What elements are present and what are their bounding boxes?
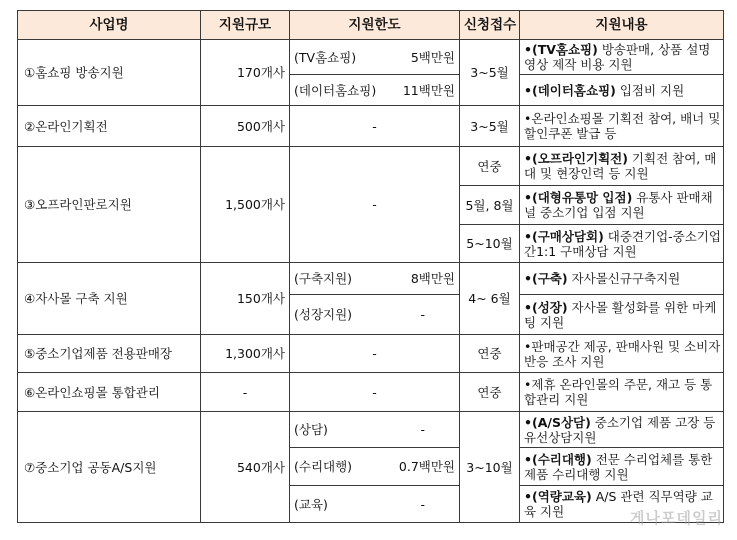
limit-value: 5백만원: [410, 49, 455, 65]
apply-period: 3~5월: [460, 40, 520, 106]
apply-period: 5월, 8월: [460, 186, 520, 225]
content-desc: 입점비 지원: [615, 82, 685, 98]
program-name: ③오프라인판로지원: [18, 147, 201, 263]
support-content: [520, 448, 724, 486]
support-content: •온라인쇼핑몰 기획전 참여, 배너 및 할인쿠폰 발급 등: [520, 106, 724, 147]
support-content: [520, 147, 724, 186]
support-limit: -: [290, 106, 460, 147]
table-row: [18, 263, 724, 295]
content-desc: A/S 관련 직무역량 교육 지원: [524, 489, 713, 519]
support-limit: [290, 263, 460, 295]
support-limit: -: [290, 147, 460, 263]
header-limit: 지원한도: [290, 11, 460, 40]
content-desc: 방송판매, 상품 설명영상 제작 비용 지원: [524, 42, 711, 72]
content-desc: 대중견기업-중소기업간1:1 구매상담 지원: [524, 228, 721, 259]
support-scale: 150개사: [201, 263, 290, 335]
support-scale: 1,300개사: [201, 335, 290, 373]
support-scale: -: [201, 373, 290, 412]
program-name: ⑦중소기업 공동A/S지원: [18, 412, 201, 523]
support-limit: [290, 75, 460, 106]
header-apply: 신청접수: [460, 11, 520, 40]
program-name: ①홈쇼핑 방송지원: [18, 40, 201, 106]
content-desc: 중소기업 제품 고장 등 유선상담지원: [524, 414, 716, 445]
support-content: •판매공간 제공, 판매사원 및 소비자반응 조사 지원: [520, 335, 724, 373]
table-row: [18, 373, 724, 412]
apply-period: 연중: [460, 335, 520, 373]
apply-period: 연중: [460, 147, 520, 186]
limit-value: -: [420, 422, 425, 437]
limit-label: (데이터홈쇼핑): [294, 82, 377, 98]
content-key: •(오프라인기획전): [524, 151, 628, 166]
program-name: ②온라인기획전: [18, 106, 201, 147]
header-program: 사업명: [18, 11, 201, 40]
content-key: •(A/S상담): [524, 414, 591, 430]
table-row: [18, 412, 724, 448]
limit-value: -: [420, 307, 425, 322]
content-key: •(데이터홈쇼핑): [524, 82, 616, 98]
support-content: [520, 225, 724, 263]
content-desc: 자사몰 활성화를 위한 마케팅 지원: [524, 299, 717, 330]
limit-value: 11백만원: [402, 82, 455, 98]
support-scale: 170개사: [201, 40, 290, 106]
apply-period: 연중: [460, 373, 520, 412]
content-desc: 기획전 참여, 매대 및 현장인력 등 지원: [524, 151, 717, 181]
support-scale: 1,500개사: [201, 147, 290, 263]
support-content: [520, 40, 724, 75]
header-scale: 지원규모: [201, 11, 290, 40]
support-content: [520, 75, 724, 106]
limit-label: (상담): [294, 422, 328, 437]
limit-label: (구축지원): [294, 271, 353, 286]
support-program-table: [17, 10, 724, 523]
apply-period: 5~10월: [460, 225, 520, 263]
limit-label: (수리대행): [294, 459, 353, 474]
support-limit: -: [290, 373, 460, 412]
support-limit: [290, 412, 460, 448]
program-name: ⑥온라인쇼핑몰 통합관리: [18, 373, 201, 412]
content-key: •(성장): [524, 299, 568, 315]
content-desc: 전문 수리업체를 통한 제품 수리대행 지원: [524, 451, 713, 482]
content-key: •(대형유통망 입점): [524, 190, 633, 205]
support-content: [520, 295, 724, 335]
limit-value: 8백만원: [410, 271, 455, 286]
support-content: [520, 263, 724, 295]
content-desc: 자사몰신규구축지원: [567, 271, 681, 286]
table-row: [18, 335, 724, 373]
program-name: ⑤중소기업제품 전용판매장: [18, 335, 201, 373]
program-name: ④자사몰 구축 지원: [18, 263, 201, 335]
apply-period: 3~5월: [460, 106, 520, 147]
support-content: [520, 412, 724, 448]
table-row: [18, 106, 724, 147]
header-row: [18, 11, 724, 40]
content-desc: 유통사 판매채널 중소기업 입점 지원: [524, 190, 713, 220]
apply-period: 4~ 6월: [460, 263, 520, 335]
support-scale: 540개사: [201, 412, 290, 523]
support-content: •제휴 온라인몰의 주문, 재고 등 통합관리 지원: [520, 373, 724, 412]
content-key: •(구축): [524, 271, 568, 286]
support-limit: -: [290, 335, 460, 373]
limit-value: 0.7백만원: [398, 459, 455, 474]
limit-label: (TV홈쇼핑): [294, 49, 357, 65]
limit-value: -: [420, 496, 425, 512]
content-key: •(수리대행): [524, 451, 592, 467]
limit-label: (교육): [294, 496, 328, 512]
apply-period: 3~10월: [460, 412, 520, 523]
support-content: [520, 186, 724, 225]
support-scale: 500개사: [201, 106, 290, 147]
table-row: [18, 40, 724, 75]
limit-label: (성장지원): [294, 307, 353, 322]
header-content: 지원내용: [520, 11, 724, 40]
content-key: •(역량교육): [524, 489, 592, 504]
content-key: •(구매상담회): [524, 228, 604, 244]
support-limit: [290, 448, 460, 486]
watermark-logo: 게나포데일리: [630, 509, 723, 527]
support-limit: [290, 295, 460, 335]
content-key: •(TV홈쇼핑): [524, 42, 598, 57]
support-limit: [290, 486, 460, 523]
table-row: [18, 147, 724, 186]
support-limit: [290, 40, 460, 75]
